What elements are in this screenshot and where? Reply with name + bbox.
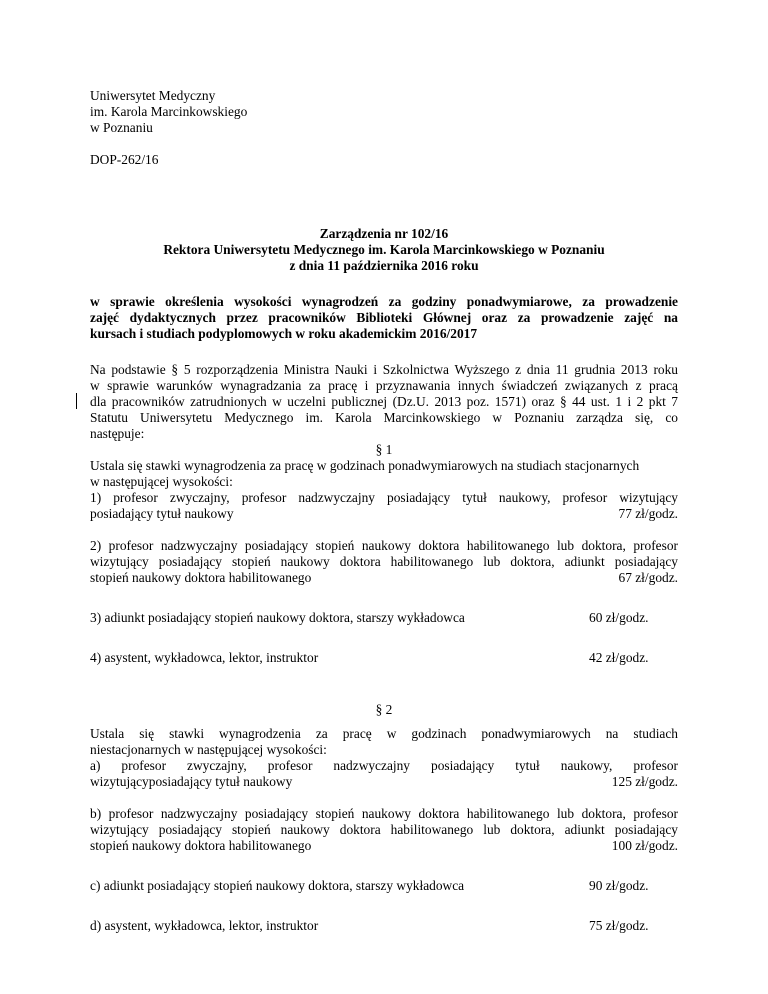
section-2-intro-2: niestacjonarnych w następującej wysokości: <box>90 742 327 757</box>
subject-line-2: zajęć dydaktycznych przez pracowników Biblioteki Głównej oraz za prowadzenie zajęć na <box>90 310 678 325</box>
section-1-item-1-rate: 77 zł/godz. <box>618 506 678 521</box>
section-2-item-b-line-1: b) profesor nadzwyczajny posiadający stopień naukowy doktora habilitowanego lub doktora, profesor <box>90 806 678 821</box>
section-2-item-d-text: d) asystent, wykładowca, lektor, instruktor <box>90 918 319 933</box>
section-2 <box>90 702 678 934</box>
section-1-item-4-text: 4) asystent, wykładowca, lektor, instruktor <box>90 650 319 665</box>
section-2-item-c-row <box>90 878 678 894</box>
preamble-line-4: Statutu Uniwersytetu Medycznego im. Karola Marcinkowskiego w Poznaniu zarządza się, co <box>90 410 678 425</box>
section-1-item-4-rate: 42 zł/godz. <box>589 650 649 665</box>
section-1-item-3-text: 3) adiunkt posiadający stopień naukowy doktora, starszy wykładowca <box>90 610 465 625</box>
section-1-mark: § 1 <box>375 442 393 457</box>
section-1-item-3-rate: 60 zł/godz. <box>589 610 649 625</box>
section-2-item-c-rate: 90 zł/godz. <box>589 878 649 893</box>
section-2-intro-1: Ustala się stawki wynagrodzenia za pracę w godzinach ponadwymiarowych na studiach <box>90 726 678 741</box>
subject-line-3: kursach i studiach podyplomowych w roku akademickim 2016/2017 <box>90 326 478 341</box>
title-line-1: Zarządzenia nr 102/16 <box>319 226 449 241</box>
section-1-item-2-rate: 67 zł/godz. <box>618 570 678 585</box>
issuer-line-1: Uniwersytet Medyczny <box>90 88 216 103</box>
section-2-mark: § 2 <box>375 702 393 717</box>
section-1-item-2-line-2: wizytujący posiadający stopień naukowy doktora habilitowanego lub doktora, adiunkt posiadający <box>90 554 678 569</box>
section-1-item-4-row <box>90 650 678 666</box>
section-1-item-2-line-1: 2) profesor nadzwyczajny posiadający stopień naukowy doktora habilitowanego lub doktora, profesor <box>90 538 678 553</box>
section-2-item-b-row <box>90 838 678 854</box>
preamble-line-3: dla pracowników zatrudnionych w uczelni publicznej (Dz.U. 2013 poz. 1571) oraz § 44 ust. 1 i 2 pkt 7 <box>90 394 678 409</box>
section-2-item-b-line-2: wizytujący posiadający stopień naukowy doktora habilitowanego lub doktora, adiunkt posiadający <box>90 822 678 837</box>
section-2-item-d-row <box>90 918 678 934</box>
preamble-line-1: Na podstawie § 5 rozporządzenia Ministra Nauki i Szkolnictwa Wyższego z dnia 11 grudnia 2013 roku <box>90 362 678 377</box>
section-1-intro-1: Ustala się stawki wynagrodzenia za pracę w godzinach ponadwymiarowych na studiach stacjonarnych <box>90 458 640 473</box>
section-2-item-d-rate: 75 zł/godz. <box>589 918 649 933</box>
issuer-block <box>90 88 678 136</box>
section-1-item-1-row <box>90 506 678 522</box>
section-2-item-c-text: c) adiunkt posiadający stopień naukowy doktora, starszy wykładowca <box>90 878 465 893</box>
section-1-item-1-line-1: 1) profesor zwyczajny, profesor nadzwyczajny posiadający tytuł naukowy, profesor wizytujący <box>90 490 678 505</box>
section-1-item-1-line-2: posiadający tytuł naukowy <box>90 506 234 521</box>
section-2-item-a-row <box>90 774 678 790</box>
title-line-3: z dnia 11 października 2016 roku <box>289 258 479 273</box>
section-1-item-2-line-3: stopień naukowy doktora habilitowanego <box>90 570 312 585</box>
section-2-item-a-line-2: wizytującyposiadający tytuł naukowy <box>90 774 293 789</box>
document-subject <box>90 294 678 342</box>
section-1-item-2-row <box>90 570 678 586</box>
section-2-item-b-line-3: stopień naukowy doktora habilitowanego <box>90 838 312 853</box>
issuer-line-2: im. Karola Marcinkowskiego <box>90 104 248 119</box>
section-1 <box>90 442 678 666</box>
margin-change-bar <box>76 393 77 409</box>
reference-number: DOP-262/16 <box>90 152 159 167</box>
section-1-intro-2: w następującej wysokości: <box>90 474 233 489</box>
preamble <box>90 362 678 442</box>
title-line-2: Rektora Uniwersytetu Medycznego im. Karola Marcinkowskiego w Poznaniu <box>163 242 605 257</box>
issuer-line-3: w Poznaniu <box>90 120 153 135</box>
document-title <box>90 226 678 274</box>
section-1-item-3-row <box>90 610 678 626</box>
document-page <box>90 88 678 934</box>
preamble-line-5: następuje: <box>90 426 145 441</box>
section-2-item-a-rate: 125 zł/godz. <box>611 774 678 789</box>
subject-line-1: w sprawie określenia wysokości wynagrodzeń za godziny ponadwymiarowe, za prowadzenie <box>90 294 678 309</box>
section-2-item-b-rate: 100 zł/godz. <box>611 838 678 853</box>
section-2-item-a-line-1: a) profesor zwyczajny, profesor nadzwyczajny posiadający tytuł naukowy, profesor <box>90 758 678 773</box>
preamble-line-2: w sprawie warunków wynagradzania za pracę i przyznawania innych świadczeń związanych z pracą <box>90 378 678 393</box>
